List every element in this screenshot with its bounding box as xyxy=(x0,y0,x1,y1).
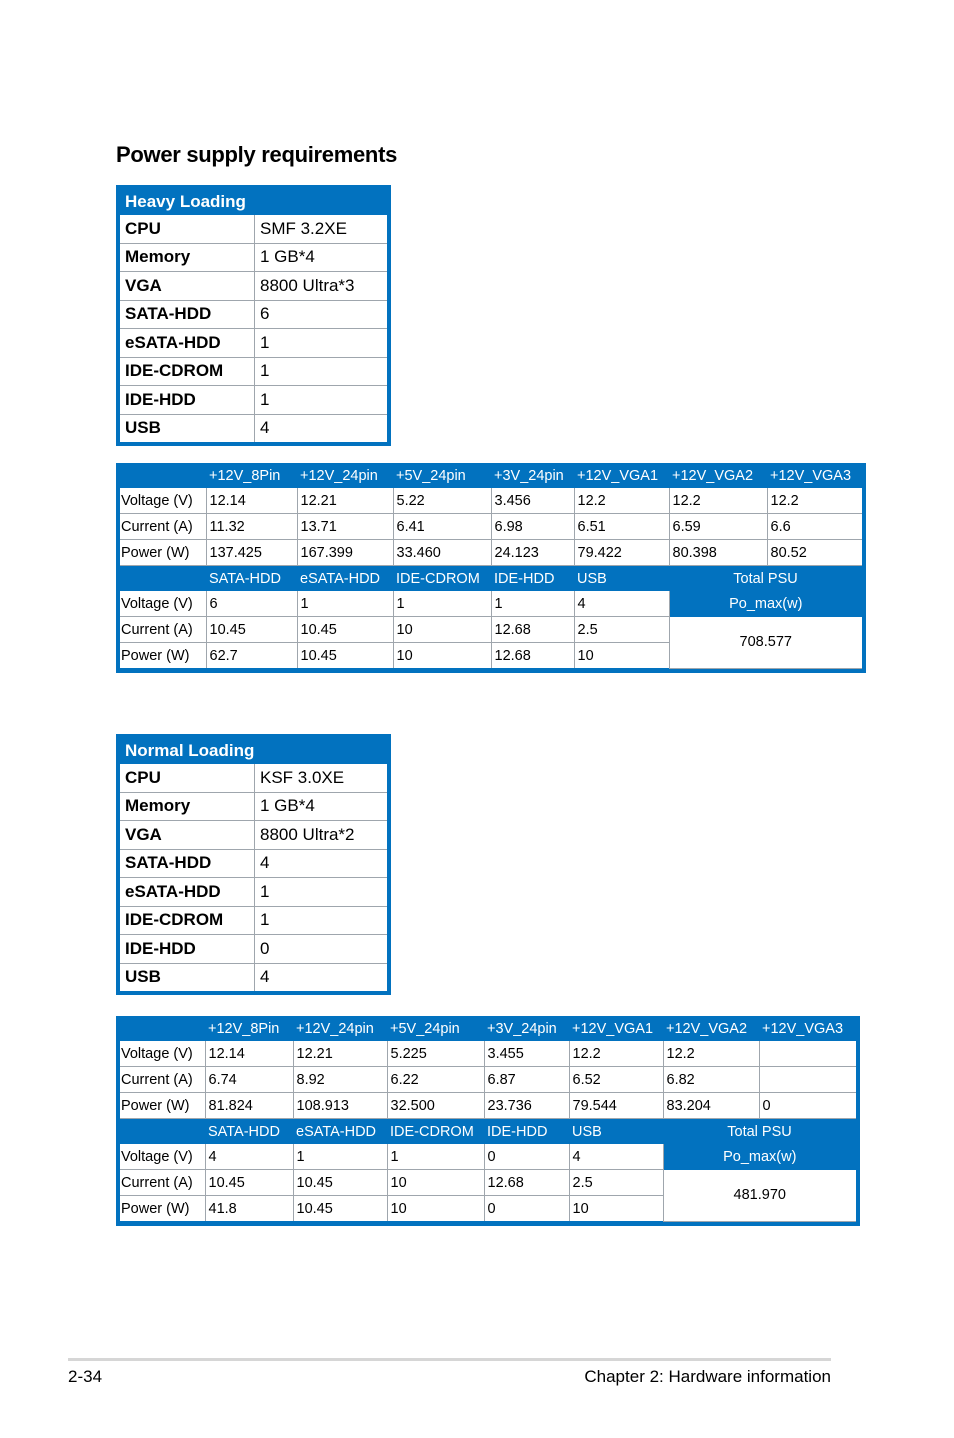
header-cell: USB xyxy=(574,566,669,592)
table-cell: 1 xyxy=(387,1144,484,1170)
header-cell: IDE-HDD xyxy=(491,566,574,592)
table-cell: 12.2 xyxy=(767,488,862,514)
config-value: KSF 3.0XE xyxy=(255,764,388,792)
config-row xyxy=(120,300,387,329)
table-cell: 12.2 xyxy=(663,1041,759,1067)
table-cell: 10.45 xyxy=(206,617,297,643)
config-value: 1 GB*4 xyxy=(255,792,388,821)
table-cell: 5.225 xyxy=(387,1041,484,1067)
table-row xyxy=(120,1093,856,1119)
table-cell: 6 xyxy=(206,591,297,617)
table-cell: 12.14 xyxy=(205,1041,293,1067)
table-cell: 10.45 xyxy=(297,643,393,669)
table-cell: 10 xyxy=(393,643,491,669)
device-header-row xyxy=(120,1119,856,1145)
config-key: eSATA-HDD xyxy=(120,329,255,358)
total-psu-label: Total PSU xyxy=(663,1119,856,1145)
table-cell: 12.2 xyxy=(574,488,669,514)
config-value: 0 xyxy=(255,935,388,964)
table-cell: 6.98 xyxy=(491,514,574,540)
table-cell: 10 xyxy=(387,1170,484,1196)
config-row xyxy=(120,764,387,792)
table-cell: 3.455 xyxy=(484,1041,569,1067)
table-cell: 108.913 xyxy=(293,1093,387,1119)
table-cell: 10 xyxy=(387,1196,484,1222)
table-cell: 167.399 xyxy=(297,540,393,566)
config-row xyxy=(120,821,387,850)
header-cell: +12V_24pin xyxy=(293,1016,387,1041)
header-cell xyxy=(120,1016,205,1041)
config-value: 1 xyxy=(255,906,388,935)
config-value: 6 xyxy=(255,300,388,329)
config-row xyxy=(120,243,387,272)
config-key: CPU xyxy=(120,764,255,792)
header-cell: +12V_8Pin xyxy=(205,1016,293,1041)
header-cell xyxy=(120,463,206,488)
table-cell xyxy=(759,1067,856,1093)
total-psu-label: Total PSU xyxy=(669,566,862,592)
table-cell: 24.123 xyxy=(491,540,574,566)
config-key: IDE-HDD xyxy=(120,386,255,415)
row-label: Voltage (V) xyxy=(120,591,206,617)
config-row xyxy=(120,849,387,878)
header-cell: IDE-CDROM xyxy=(393,566,491,592)
config-key: Memory xyxy=(120,243,255,272)
table-cell: 10.45 xyxy=(205,1170,293,1196)
config-row xyxy=(120,386,387,415)
po-max-label: Po_max(w) xyxy=(669,591,862,617)
table-cell: 0 xyxy=(484,1144,569,1170)
table-cell: 33.460 xyxy=(393,540,491,566)
config-key: eSATA-HDD xyxy=(120,878,255,907)
config-row xyxy=(120,215,387,243)
header-cell: USB xyxy=(569,1119,663,1145)
table-cell: 12.14 xyxy=(206,488,297,514)
total-psu-value: 481.970 xyxy=(663,1170,856,1222)
heavy-loading-config-table xyxy=(116,185,391,446)
table-cell: 83.204 xyxy=(663,1093,759,1119)
chapter-title: Chapter 2: Hardware information xyxy=(584,1367,831,1386)
header-cell xyxy=(120,1119,205,1145)
table-cell: 0 xyxy=(759,1093,856,1119)
table-cell: 10.45 xyxy=(297,617,393,643)
normal-loading-power-table xyxy=(116,1016,860,1226)
config-value: 4 xyxy=(260,967,270,987)
table-cell: 8.92 xyxy=(293,1067,387,1093)
table-cell: 10.45 xyxy=(293,1196,387,1222)
header-cell: IDE-HDD xyxy=(484,1119,569,1145)
table-cell: 11.32 xyxy=(206,514,297,540)
table-cell: 10.45 xyxy=(293,1170,387,1196)
table-cell: 23.736 xyxy=(484,1093,569,1119)
header-cell: SATA-HDD xyxy=(205,1119,293,1145)
config-row xyxy=(120,414,387,442)
header-cell: +3V_24pin xyxy=(491,463,574,488)
config-row xyxy=(120,878,387,907)
row-label: Current (A) xyxy=(120,514,206,540)
config-key: SATA-HDD xyxy=(120,300,255,329)
table-row xyxy=(120,617,862,643)
table-cell: 6.74 xyxy=(205,1067,293,1093)
config-key: USB xyxy=(120,963,255,991)
table-cell: 0 xyxy=(484,1196,569,1222)
table-cell: 2.5 xyxy=(574,617,669,643)
config-key: CPU xyxy=(120,215,255,243)
header-cell xyxy=(120,566,206,592)
table-cell: 80.398 xyxy=(669,540,767,566)
config-rows xyxy=(120,215,387,442)
row-label: Voltage (V) xyxy=(120,1144,205,1170)
table-cell xyxy=(759,1041,856,1067)
table-cell: 1 xyxy=(297,591,393,617)
table-cell: 10 xyxy=(569,1196,663,1222)
table-row xyxy=(120,488,862,514)
config-row xyxy=(120,935,387,964)
row-label: Current (A) xyxy=(120,1170,205,1196)
table-cell: 6.87 xyxy=(484,1067,569,1093)
table-cell: 12.68 xyxy=(491,643,574,669)
table-cell: 12.2 xyxy=(669,488,767,514)
config-value: 1 xyxy=(255,878,388,907)
row-label: Power (W) xyxy=(120,1196,205,1222)
header-cell: +3V_24pin xyxy=(484,1016,569,1041)
config-row xyxy=(120,357,387,386)
table-cell: 4 xyxy=(569,1144,663,1170)
table-cell: 1 xyxy=(491,591,574,617)
table-cell: 80.52 xyxy=(767,540,862,566)
table-cell: 6.52 xyxy=(569,1067,663,1093)
table-cell: 81.824 xyxy=(205,1093,293,1119)
row-label: Voltage (V) xyxy=(120,1041,205,1067)
row-label: Current (A) xyxy=(120,1067,205,1093)
header-cell: SATA-HDD xyxy=(206,566,297,592)
config-value: 1 xyxy=(255,386,388,415)
table-cell: 5.22 xyxy=(393,488,491,514)
table-cell: 12.2 xyxy=(569,1041,663,1067)
config-value: 1 xyxy=(255,329,388,358)
heavy-loading-power-table xyxy=(116,463,866,673)
device-header-row xyxy=(120,566,862,592)
po-max-label: Po_max(w) xyxy=(663,1144,856,1170)
row-label: Power (W) xyxy=(120,540,206,566)
config-value: SMF 3.2XE xyxy=(255,215,388,243)
table-cell: 79.544 xyxy=(569,1093,663,1119)
table-cell: 62.7 xyxy=(206,643,297,669)
table-cell: 6.41 xyxy=(393,514,491,540)
row-label: Current (A) xyxy=(120,617,206,643)
table-cell: 3.456 xyxy=(491,488,574,514)
config-value: 4 xyxy=(260,418,270,438)
table-cell: 6.59 xyxy=(669,514,767,540)
row-label: Power (W) xyxy=(120,1093,205,1119)
table-cell: 1 xyxy=(393,591,491,617)
page-title: Power supply requirements xyxy=(116,142,398,167)
rail-header-row xyxy=(120,463,862,488)
table-cell: 137.425 xyxy=(206,540,297,566)
table-cell: 6.51 xyxy=(574,514,669,540)
config-key: SATA-HDD xyxy=(120,849,255,878)
row-label: Voltage (V) xyxy=(120,488,206,514)
config-value: 1 xyxy=(255,357,388,386)
config-key: VGA xyxy=(120,272,255,301)
config-row xyxy=(120,906,387,935)
header-cell: +12V_VGA3 xyxy=(767,463,862,488)
page-number: 2-34 xyxy=(68,1367,103,1386)
table-cell: 12.21 xyxy=(293,1041,387,1067)
header-cell: IDE-CDROM xyxy=(387,1119,484,1145)
table-row xyxy=(120,591,862,617)
table-cell: 4 xyxy=(205,1144,293,1170)
table-cell: 2.5 xyxy=(569,1170,663,1196)
config-rows xyxy=(120,764,387,991)
config-key: IDE-CDROM xyxy=(120,906,255,935)
header-cell: +12V_VGA1 xyxy=(574,463,669,488)
table-row xyxy=(120,1144,856,1170)
config-value: 1 GB*4 xyxy=(255,243,388,272)
table-cell: 10 xyxy=(574,643,669,669)
config-key: VGA xyxy=(120,821,255,850)
config-row xyxy=(120,792,387,821)
footer-divider xyxy=(68,1358,831,1361)
table-cell: 41.8 xyxy=(205,1196,293,1222)
header-cell: +5V_24pin xyxy=(387,1016,484,1041)
table-row xyxy=(120,514,862,540)
config-value: 8800 Ultra*2 xyxy=(255,821,388,850)
header-cell: +12V_VGA2 xyxy=(669,463,767,488)
table-row xyxy=(120,1041,856,1067)
table-row xyxy=(120,540,862,566)
header-cell: +12V_VGA1 xyxy=(569,1016,663,1041)
config-row xyxy=(120,963,387,991)
header-cell: +12V_24pin xyxy=(297,463,393,488)
table-cell: 32.500 xyxy=(387,1093,484,1119)
table-cell: 6.6 xyxy=(767,514,862,540)
table-row xyxy=(120,1170,856,1196)
header-cell: +12V_VGA3 xyxy=(759,1016,856,1041)
table-cell: 4 xyxy=(574,591,669,617)
table-row xyxy=(120,1067,856,1093)
config-key: USB xyxy=(120,414,255,442)
table-cell: 79.422 xyxy=(574,540,669,566)
table-cell: 6.22 xyxy=(387,1067,484,1093)
config-table-title: Normal Loading xyxy=(125,741,255,760)
config-row xyxy=(120,329,387,358)
config-row xyxy=(120,272,387,301)
table-cell: 1 xyxy=(293,1144,387,1170)
config-value: 4 xyxy=(255,849,388,878)
table-cell: 6.82 xyxy=(663,1067,759,1093)
normal-loading-config-table xyxy=(116,734,391,995)
header-cell: +12V_VGA2 xyxy=(663,1016,759,1041)
total-psu-value: 708.577 xyxy=(669,617,862,669)
config-key: Memory xyxy=(120,792,255,821)
table-cell: 12.21 xyxy=(297,488,393,514)
table-cell: 12.68 xyxy=(484,1170,569,1196)
row-label: Power (W) xyxy=(120,643,206,669)
table-cell: 12.68 xyxy=(491,617,574,643)
header-cell: eSATA-HDD xyxy=(293,1119,387,1145)
table-cell: 10 xyxy=(393,617,491,643)
header-cell: eSATA-HDD xyxy=(297,566,393,592)
table-cell: 13.71 xyxy=(297,514,393,540)
config-table-title: Heavy Loading xyxy=(125,192,246,211)
config-key: IDE-CDROM xyxy=(120,357,255,386)
config-value: 8800 Ultra*3 xyxy=(255,272,388,301)
config-key: IDE-HDD xyxy=(120,935,255,964)
rail-header-row xyxy=(120,1016,856,1041)
header-cell: +12V_8Pin xyxy=(206,463,297,488)
header-cell: +5V_24pin xyxy=(393,463,491,488)
